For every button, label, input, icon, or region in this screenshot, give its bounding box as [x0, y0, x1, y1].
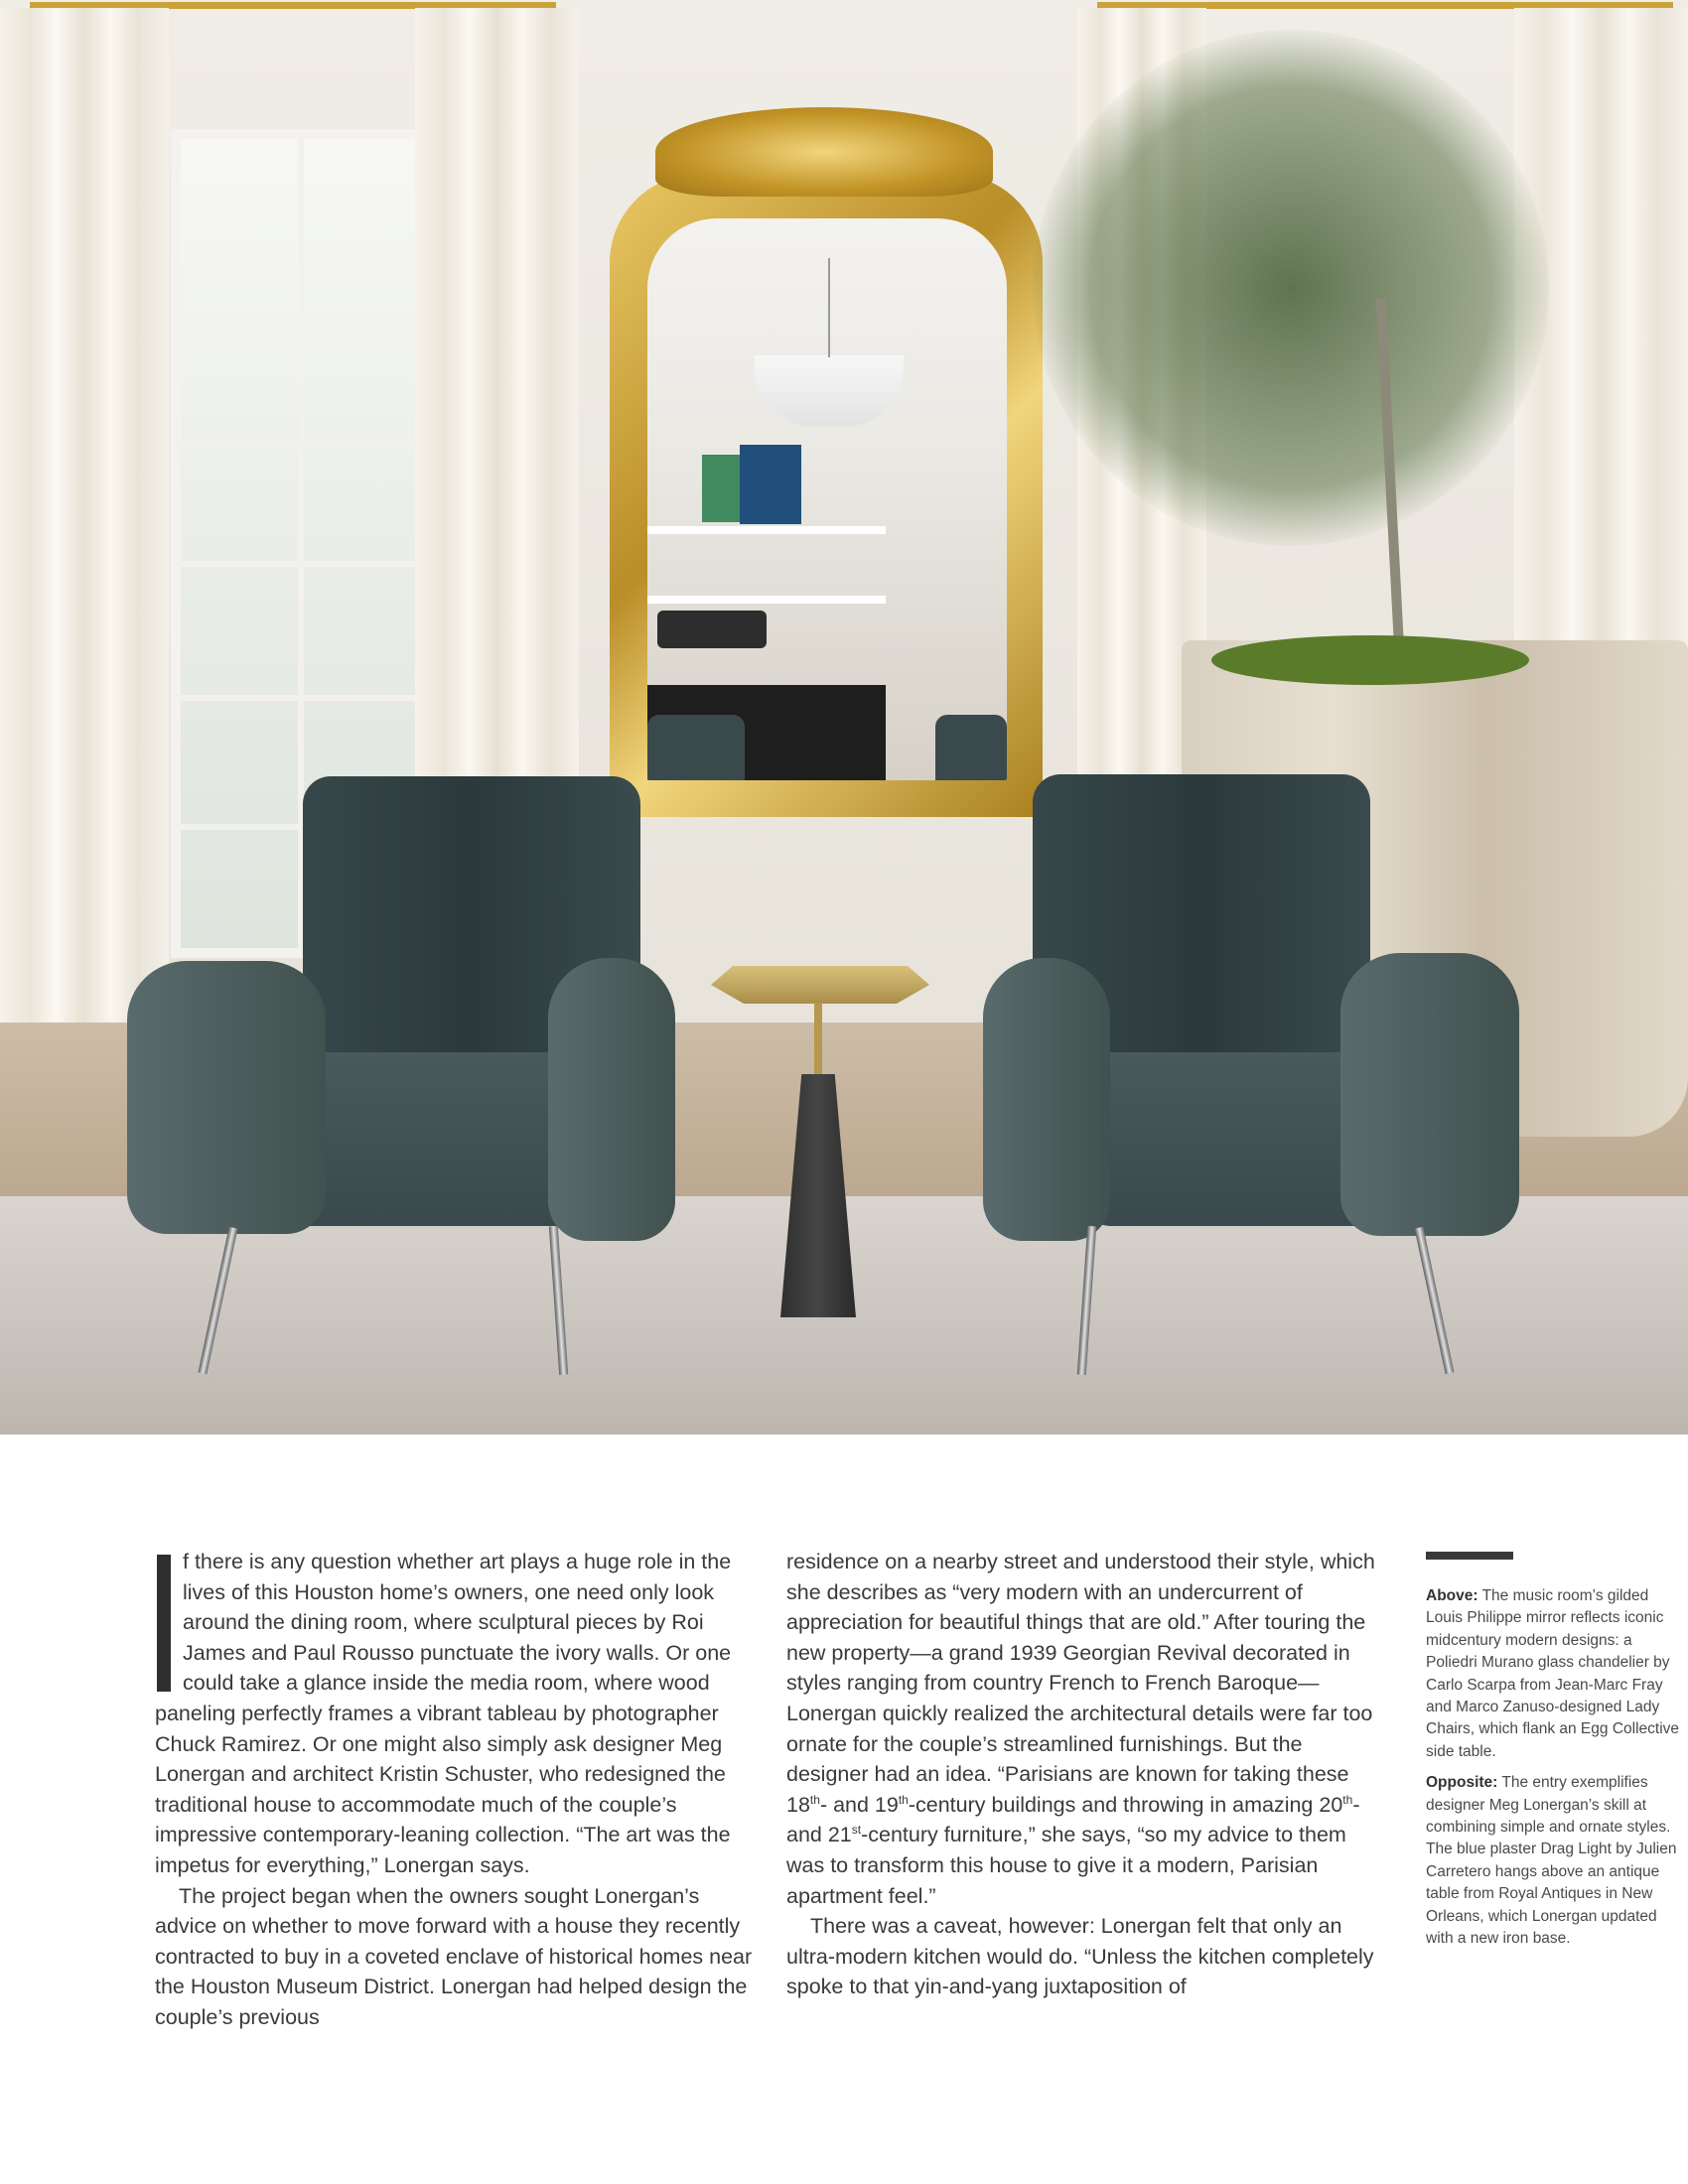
- caption-text: The music room’s gilded Louis Philippe mirror reflects iconic midcentury modern designs: a Poliedri Murano glass chandelier by Carlo Scarpa from Jean-Marc Fray and Marco Zanuso-designed Lady Chairs, which flank an Egg Collective side table.: [1426, 1587, 1680, 1760]
- window-mullion: [175, 442, 425, 448]
- side-table-top: [711, 966, 929, 1004]
- mirror-reflection: [647, 218, 1007, 780]
- paragraph-text: - and 19: [819, 1792, 899, 1817]
- caption-text: The entry exemplifies designer Meg Lonergan’s skill at combining simple and ornate styles. The blue plaster Drag Light by Julien Carretero hangs above an antique table from Royal Antiques in New Orleans, which Lonergan updated with a new iron base.: [1426, 1774, 1677, 1948]
- shelf-reflection: [647, 596, 886, 604]
- tree-foliage: [1033, 30, 1549, 546]
- window-mullion: [175, 561, 425, 567]
- side-table-stem: [814, 1003, 822, 1077]
- lady-chair-left-arm: [548, 958, 675, 1241]
- superscript: st: [851, 1823, 862, 1838]
- paragraph-text: -century buildings and throwing in amazing 20: [908, 1792, 1343, 1817]
- caption-rule: [1426, 1552, 1513, 1560]
- shelf-reflection: [647, 526, 886, 534]
- window-mullion: [175, 695, 425, 701]
- chair-reflection: [647, 715, 745, 780]
- superscript: th: [898, 1792, 909, 1807]
- article-paragraph: [155, 1547, 753, 1881]
- moss: [1211, 635, 1529, 685]
- caption-label: Above:: [1426, 1587, 1478, 1604]
- article-paragraph: The project began when the owners sought Lonergan’s advice on whether to move forward with a house they recently contracted to buy in a coveted enclave of historical homes near the Houston Museum District. Lonergan had helped design the couple’s previous: [155, 1883, 753, 2029]
- article-column-2: [786, 1547, 1380, 2002]
- paragraph-text: residence on a nearby street and understood their style, which she describes as “very modern with an undercurrent of appreciation for beautiful things that are old.” After touring the new property—a grand 1939 Georgian Revival decorated in styles ranging from country French to French Baroque—Lonergan quickly realized the architectural details were far too ornate for the couple’s streamlined furnishings. But the designer had an idea. “Parisians are known for taking these 18: [786, 1550, 1375, 1817]
- chair-reflection: [935, 715, 1007, 780]
- lady-chair-right-arm: [1340, 953, 1519, 1236]
- chandelier-rod: [828, 258, 830, 357]
- superscript: th: [809, 1792, 820, 1807]
- caption-label: Opposite:: [1426, 1774, 1498, 1792]
- window-mullion: [175, 318, 425, 324]
- drop-cap: [157, 1555, 171, 1692]
- paragraph-text: - and 21: [786, 1792, 1360, 1847]
- article-column-1: [155, 1547, 753, 2033]
- paragraph-text: f there is any question whether art plays a huge role in the lives of this Houston home’s owners, one need only look around the dining room, where sculptural pieces by Roi James and Paul Rousso punctuate the ivory walls. Or one could take a glance inside the media room, where wood paneling perfectly frames a vibrant tableau by photographer Chuck Ramirez. Or one might also simply ask designer Meg Lonergan and architect Kristin Schuster, who redesigned the traditional house to accommodate much of the couple’s impressive contemporary-leaning collection. “The art was the impetus for everything,” Lonergan says.: [155, 1550, 732, 1877]
- turntable-reflection: [657, 611, 767, 648]
- caption-opposite: [1426, 1772, 1682, 1950]
- lady-chair-right-arm: [983, 958, 1110, 1241]
- photo-captions: [1426, 1552, 1682, 1960]
- chandelier-reflection: [755, 355, 904, 427]
- lady-chair-left-arm: [127, 961, 326, 1234]
- article-paragraph: [786, 1547, 1380, 1911]
- caption-above: [1426, 1585, 1682, 1763]
- curtain-left-outer: [0, 8, 169, 1040]
- superscript: th: [1342, 1792, 1353, 1807]
- paragraph-text: -century furniture,” she says, “so my advice to them was to transform this house to give it a modern, Parisian apartment feel.”: [786, 1823, 1346, 1908]
- article-paragraph: There was a caveat, however: Lonergan felt that only an ultra-modern kitchen would do. “Unless the kitchen completely spoke to that yin-and-yang juxtaposition of: [786, 1914, 1374, 1999]
- mirror-crest: [655, 107, 993, 197]
- artwork-reflection: [740, 445, 801, 524]
